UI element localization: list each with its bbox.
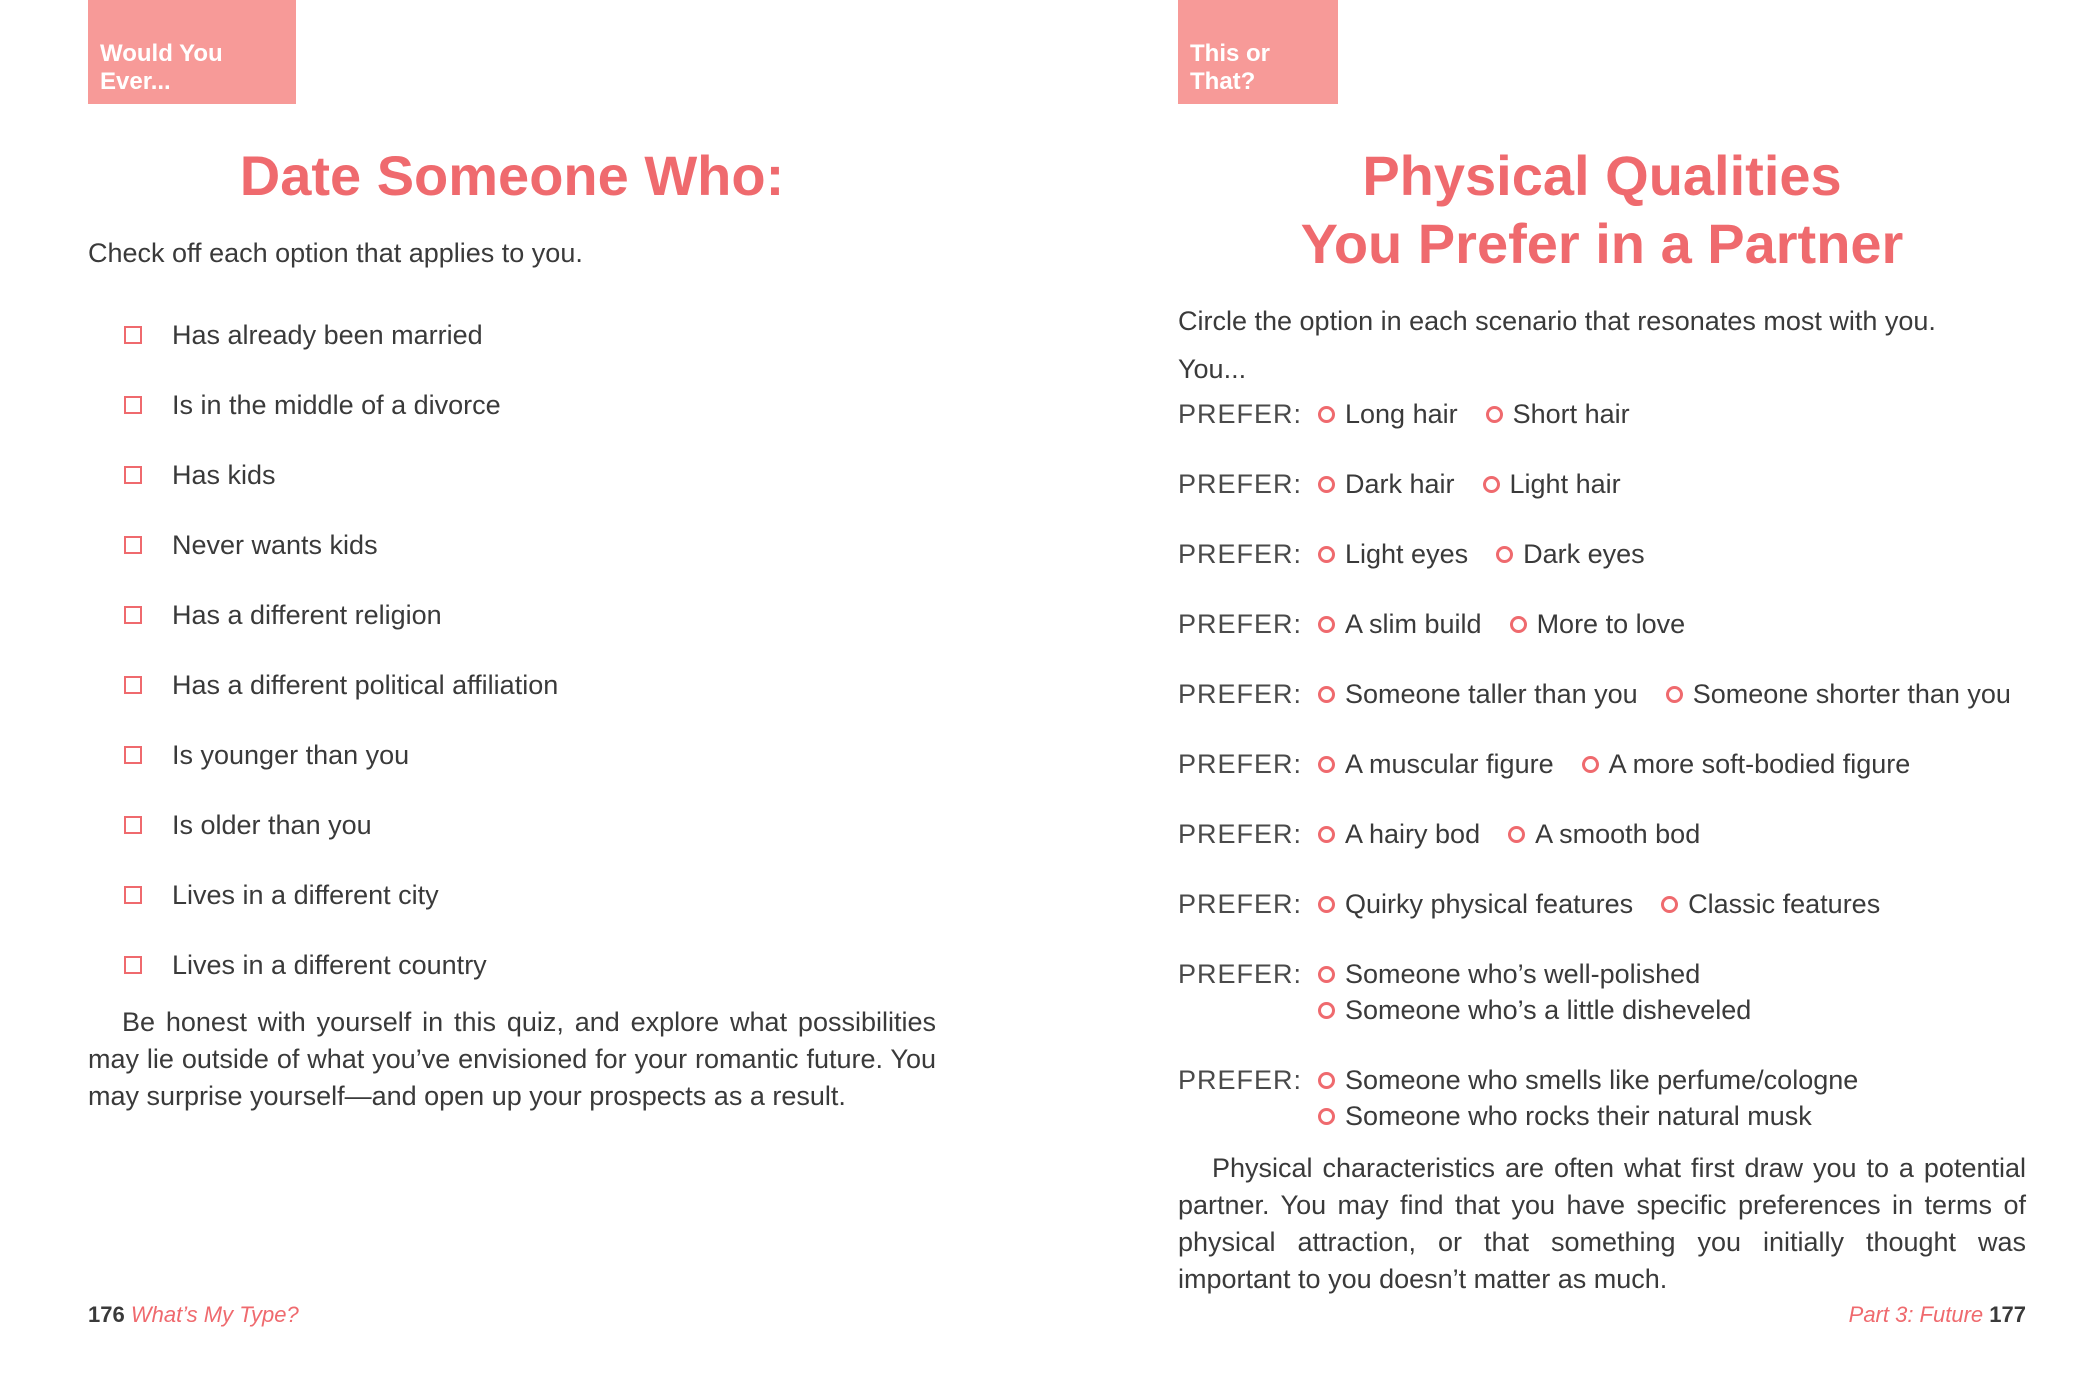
page-number: 177 bbox=[1989, 1302, 2026, 1327]
option-label: Dark eyes bbox=[1523, 539, 1645, 569]
prefer-row bbox=[1178, 466, 2039, 536]
option-b[interactable] bbox=[1318, 1098, 1858, 1134]
prefer-label: PREFER: bbox=[1178, 889, 1303, 919]
option-a[interactable] bbox=[1318, 746, 1554, 782]
section-tab bbox=[88, 0, 296, 104]
circle-icon bbox=[1318, 476, 1335, 493]
prefer-label: PREFER: bbox=[1178, 469, 1303, 499]
prefer-row bbox=[1178, 746, 2039, 816]
checklist-item[interactable] bbox=[124, 790, 558, 860]
prefer-label: PREFER: bbox=[1178, 959, 1303, 989]
circle-icon bbox=[1318, 896, 1335, 913]
circle-icon bbox=[1318, 1002, 1335, 1019]
checkbox[interactable] bbox=[124, 536, 142, 554]
checklist-item[interactable] bbox=[124, 300, 558, 370]
circle-icon bbox=[1483, 476, 1500, 493]
option-label: Quirky physical features bbox=[1345, 889, 1634, 919]
page-title: Date Someone Who: bbox=[239, 144, 785, 207]
prefer-row bbox=[1178, 816, 2039, 886]
option-b[interactable] bbox=[1496, 536, 1645, 572]
checklist-item[interactable] bbox=[124, 370, 558, 440]
prefer-row bbox=[1178, 536, 2039, 606]
checkbox[interactable] bbox=[124, 396, 142, 414]
prefer-row bbox=[1178, 676, 2039, 746]
option-b[interactable] bbox=[1582, 746, 1911, 782]
circle-icon bbox=[1318, 756, 1335, 773]
circle-icon bbox=[1318, 826, 1335, 843]
prefer-list bbox=[1178, 396, 2039, 1168]
option-label: A smooth bod bbox=[1535, 819, 1701, 849]
checklist-item-label: Has kids bbox=[172, 459, 276, 490]
option-label: A muscular figure bbox=[1345, 749, 1554, 779]
option-label: Someone who smells like perfume/cologne bbox=[1345, 1065, 1859, 1095]
option-b[interactable] bbox=[1510, 606, 1686, 642]
checkbox[interactable] bbox=[124, 956, 142, 974]
checkbox[interactable] bbox=[124, 676, 142, 694]
section-tab-label: Would You Ever... bbox=[100, 40, 223, 95]
prefer-label: PREFER: bbox=[1178, 399, 1303, 429]
checkbox[interactable] bbox=[124, 746, 142, 764]
checklist-item-label: Has a different religion bbox=[172, 599, 442, 630]
prefer-label: PREFER: bbox=[1178, 1065, 1303, 1095]
option-b[interactable] bbox=[1661, 886, 1880, 922]
running-head: Part 3: Future bbox=[1848, 1302, 1984, 1327]
checklist-item-label: Is older than you bbox=[172, 809, 372, 840]
prefer-row bbox=[1178, 886, 2039, 956]
page-title-line-2: You Prefer in a Partner bbox=[1300, 212, 1904, 275]
circle-icon bbox=[1486, 406, 1503, 423]
checklist-item-label: Has a different political affiliation bbox=[172, 669, 559, 700]
option-b[interactable] bbox=[1666, 676, 2011, 712]
prefer-row bbox=[1178, 956, 2039, 1062]
checklist-item[interactable] bbox=[124, 510, 558, 580]
option-label: Short hair bbox=[1512, 399, 1630, 429]
you-label: You... bbox=[1178, 354, 1247, 384]
body-paragraph: Physical characteristics are often what first draw you to a potential partner. You may find that you have specific preferences in terms of physical attraction, or that something you initially thought was important to you doesn’t matter as much. bbox=[1178, 1153, 2026, 1294]
checkbox[interactable] bbox=[124, 326, 142, 344]
page-footer bbox=[88, 1302, 299, 1328]
option-label: Light hair bbox=[1509, 469, 1621, 499]
checklist-item-label: Has already been married bbox=[172, 319, 483, 350]
prefer-label: PREFER: bbox=[1178, 609, 1303, 639]
checklist-item-label: Never wants kids bbox=[172, 529, 378, 560]
right-page bbox=[1050, 0, 2100, 1400]
circle-icon bbox=[1510, 616, 1527, 633]
page-title bbox=[1178, 142, 2026, 278]
prefer-label: PREFER: bbox=[1178, 819, 1303, 849]
option-a[interactable] bbox=[1318, 676, 1638, 712]
circle-icon bbox=[1318, 406, 1335, 423]
option-a[interactable] bbox=[1318, 816, 1480, 852]
checklist-item[interactable] bbox=[124, 580, 558, 650]
page-title-line-1: Physical Qualities bbox=[1362, 144, 1842, 207]
option-label: A slim build bbox=[1345, 609, 1482, 639]
option-a[interactable] bbox=[1318, 536, 1468, 572]
option-label: More to love bbox=[1536, 609, 1686, 639]
option-label: Someone who rocks their natural musk bbox=[1345, 1101, 1812, 1131]
checklist-item[interactable] bbox=[124, 860, 558, 930]
prefer-label: PREFER: bbox=[1178, 679, 1303, 709]
checklist-item[interactable] bbox=[124, 930, 558, 1000]
checklist-item-label: Is younger than you bbox=[172, 739, 410, 770]
option-label: Light eyes bbox=[1345, 539, 1469, 569]
option-label: Long hair bbox=[1345, 399, 1458, 429]
section-tab-label: This or That? bbox=[1190, 40, 1271, 95]
checklist-item-label: Lives in a different city bbox=[172, 879, 439, 910]
prefer-label: PREFER: bbox=[1178, 749, 1303, 779]
option-label: Someone taller than you bbox=[1345, 679, 1638, 709]
option-a[interactable] bbox=[1318, 606, 1482, 642]
option-label: Someone who’s a little disheveled bbox=[1345, 995, 1752, 1025]
option-label: A hairy bod bbox=[1345, 819, 1481, 849]
option-label: Someone shorter than you bbox=[1692, 679, 2011, 709]
checkbox[interactable] bbox=[124, 886, 142, 904]
option-a[interactable] bbox=[1318, 466, 1455, 502]
option-a[interactable] bbox=[1318, 956, 1751, 992]
circle-icon bbox=[1508, 826, 1525, 843]
option-label: A more soft-bodied figure bbox=[1608, 749, 1911, 779]
option-a[interactable] bbox=[1318, 1062, 1858, 1098]
checklist-item-label: Is in the middle of a divorce bbox=[172, 389, 501, 420]
circle-icon bbox=[1318, 546, 1335, 563]
checklist bbox=[124, 300, 558, 1000]
circle-icon bbox=[1496, 546, 1513, 563]
instruction-text: Circle the option in each scenario that resonates most with you. bbox=[1178, 306, 1936, 336]
circle-icon bbox=[1582, 756, 1599, 773]
prefer-row bbox=[1178, 606, 2039, 676]
option-b[interactable] bbox=[1508, 816, 1700, 852]
checkbox[interactable] bbox=[124, 816, 142, 834]
running-head: What’s My Type? bbox=[130, 1302, 299, 1327]
checkbox[interactable] bbox=[124, 606, 142, 624]
checklist-item[interactable] bbox=[124, 720, 558, 790]
checklist-item-label: Lives in a different country bbox=[172, 949, 487, 980]
section-tab bbox=[1178, 0, 1338, 104]
circle-icon bbox=[1318, 616, 1335, 633]
option-b[interactable] bbox=[1318, 992, 1751, 1028]
checklist-item[interactable] bbox=[124, 650, 558, 720]
option-label: Dark hair bbox=[1345, 469, 1455, 499]
page-number: 176 bbox=[88, 1302, 125, 1327]
circle-icon bbox=[1318, 1108, 1335, 1125]
circle-icon bbox=[1318, 686, 1335, 703]
body-paragraph: Be honest with yourself in this quiz, and explore what possibilities may lie outside of what you’ve envisioned for your romantic future. You may surprise yourself—and open up your prospects as a result. bbox=[88, 1007, 936, 1111]
option-label: Classic features bbox=[1688, 889, 1881, 919]
circle-icon bbox=[1666, 686, 1683, 703]
option-a[interactable] bbox=[1318, 396, 1458, 432]
instruction-text: Check off each option that applies to you. bbox=[88, 238, 583, 268]
option-b[interactable] bbox=[1486, 396, 1630, 432]
option-a[interactable] bbox=[1318, 886, 1633, 922]
prefer-row bbox=[1178, 396, 2039, 466]
checkbox[interactable] bbox=[124, 466, 142, 484]
option-b[interactable] bbox=[1483, 466, 1621, 502]
circle-icon bbox=[1318, 966, 1335, 983]
circle-icon bbox=[1661, 896, 1678, 913]
option-label: Someone who’s well-polished bbox=[1345, 959, 1701, 989]
circle-icon bbox=[1318, 1072, 1335, 1089]
prefer-label: PREFER: bbox=[1178, 539, 1303, 569]
checklist-item[interactable] bbox=[124, 440, 558, 510]
page-footer bbox=[1849, 1302, 2026, 1328]
